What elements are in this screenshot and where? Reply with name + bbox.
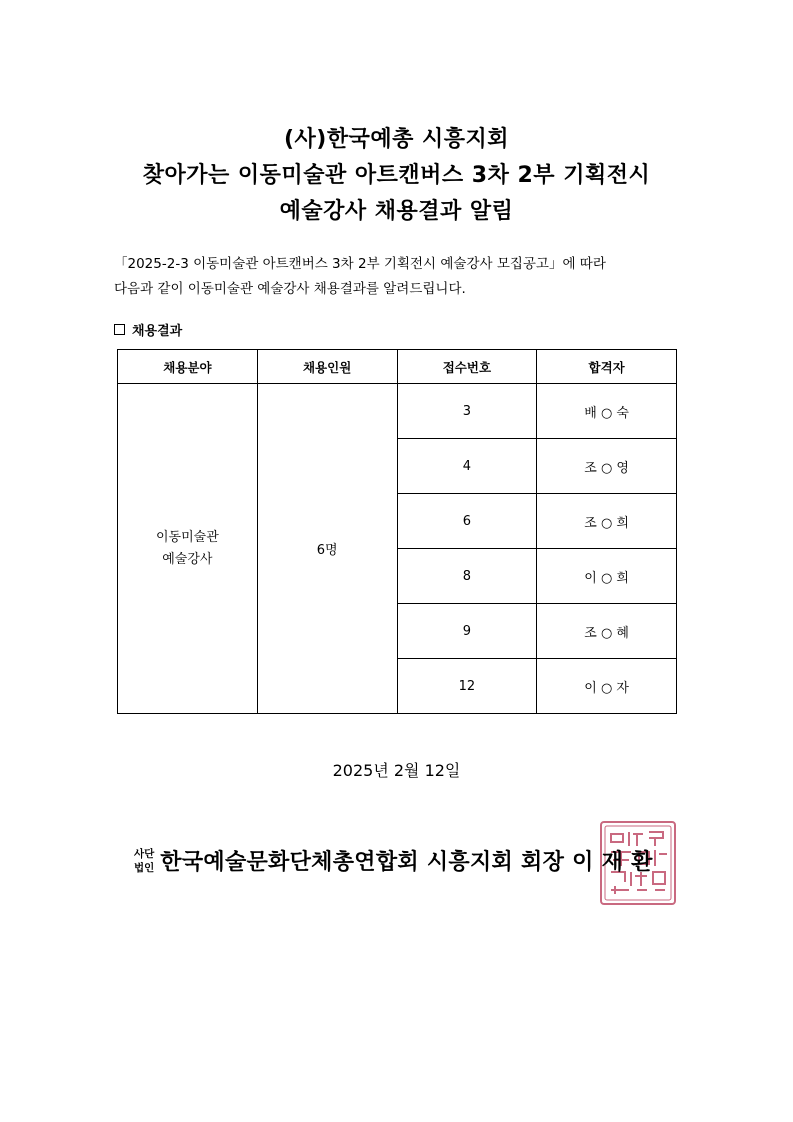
document-date: 2025년 2월 12일 [332,761,461,780]
header-field: 채용분야 [118,350,258,384]
intro-line-1: 「2025-2-3 이동미술관 아트캔버스 3차 2부 기획전시 예술강사 모집공고」에 따라 [114,256,606,272]
number-cell: 6 [397,494,537,549]
number-cell: 12 [397,659,537,714]
corp-line-1: 사단 [134,847,155,860]
corp-line-2: 법인 [134,861,155,874]
header-number: 접수번호 [397,350,537,384]
document-title [0,122,793,230]
name-cell: 이 ○ 자 [537,659,677,714]
corp-label [134,847,154,875]
name-cell: 조 ○ 영 [537,439,677,494]
name-cell: 배 ○ 숙 [537,384,677,439]
number-cell: 8 [397,549,537,604]
intro-paragraph [114,252,679,302]
count-cell: 6명 [257,384,397,714]
title-line-2: 찾아가는 이동미술관 아트캔버스 3차 2부 기획전시 [142,163,651,188]
checkbox-icon [114,324,125,335]
section-heading [114,320,182,339]
table-header-row [118,350,677,384]
name-cell: 조 ○ 희 [537,494,677,549]
number-cell: 3 [397,384,537,439]
intro-line-2: 다음과 같이 이동미술관 예술강사 채용결과를 알려드립니다. [114,281,466,297]
table-row [118,384,677,439]
title-line-3: 예술강사 채용결과 알림 [279,199,514,224]
signature-line [134,845,653,876]
section-heading-label: 채용결과 [132,324,183,339]
name-cell: 조 ○ 혜 [537,604,677,659]
name-cell: 이 ○ 희 [537,549,677,604]
field-line-2: 예술강사 [162,551,213,567]
results-table [117,349,677,714]
header-count: 채용인원 [257,350,397,384]
title-line-1: (사)한국예총 시흥지회 [283,127,510,152]
number-cell: 4 [397,439,537,494]
signature-text: 한국예술문화단체총연합회 시흥지회 회장 이 재 환 [160,849,653,875]
field-line-1: 이동미술관 [155,529,219,545]
number-cell: 9 [397,604,537,659]
header-name: 합격자 [537,350,677,384]
field-cell [118,384,258,714]
